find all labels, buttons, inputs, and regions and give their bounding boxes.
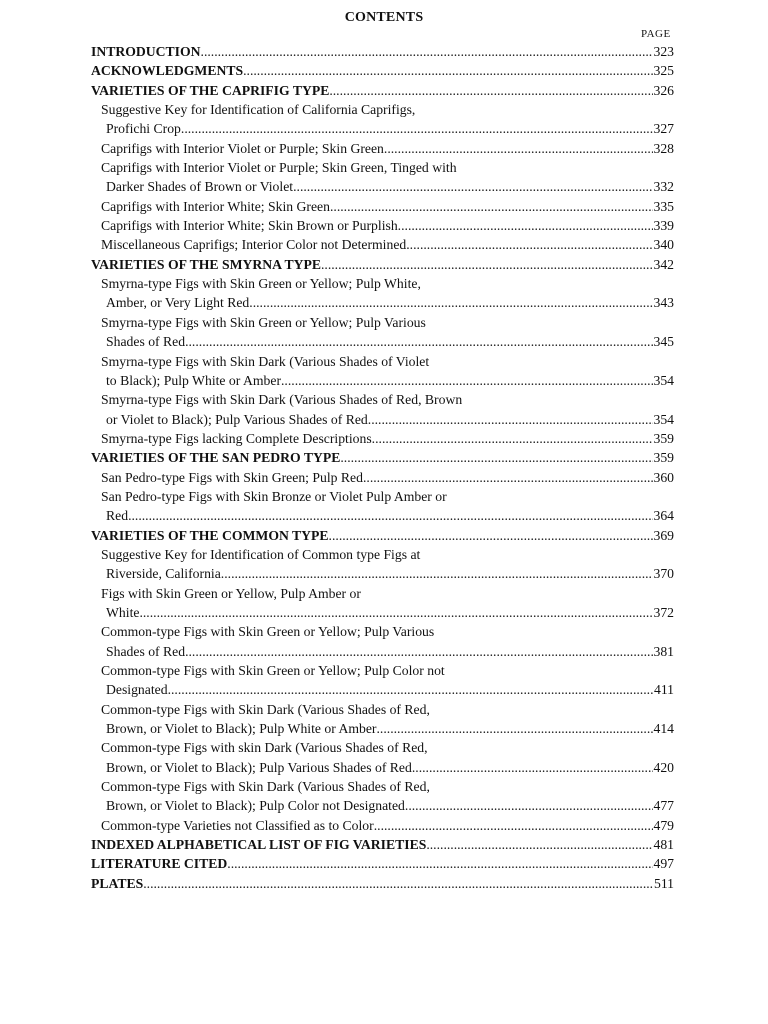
toc-page-number: 323 xyxy=(653,44,674,59)
toc-subentry xyxy=(91,313,674,332)
toc-subentry xyxy=(91,545,674,564)
dot-leader xyxy=(374,816,654,835)
toc-entry-title: Suggestive Key for Identification of California Caprifigs, xyxy=(101,102,416,118)
toc-subentry-continuation xyxy=(91,371,674,390)
toc-subentry xyxy=(91,700,674,719)
dot-leader xyxy=(377,719,654,738)
toc-subentry-continuation xyxy=(91,332,674,351)
toc-page-number: 345 xyxy=(653,334,674,350)
dot-leader xyxy=(398,216,654,235)
toc-section-entry xyxy=(91,874,674,893)
toc-page-number: 414 xyxy=(653,721,674,737)
toc-entry-title: Suggestive Key for Identification of Common type Figs at xyxy=(101,546,421,562)
toc-entry-title: Red xyxy=(106,508,129,524)
toc-page-number: 360 xyxy=(653,469,674,485)
toc-page-number: 332 xyxy=(653,179,674,195)
toc-subentry xyxy=(91,197,674,216)
toc-page-number: 342 xyxy=(653,256,674,272)
toc-entry-title: Shades of Red xyxy=(106,334,186,350)
toc-entry-title: Smyrna-type Figs with Skin Green or Yellow; Pulp White, xyxy=(101,276,421,292)
toc-entry-title: to Black); Pulp White or Amber xyxy=(106,372,281,388)
toc-subentry xyxy=(91,487,674,506)
toc-subentry-continuation xyxy=(91,564,674,583)
toc-subentry xyxy=(91,158,674,177)
toc-entry-title: Amber, or Very Light Red xyxy=(106,295,250,311)
toc-entry-title: Smyrna-type Figs lacking Complete Descriptions xyxy=(101,430,372,446)
toc-page-number: 328 xyxy=(653,140,674,156)
dot-leader xyxy=(185,332,653,351)
dot-leader xyxy=(185,642,653,661)
dot-leader xyxy=(321,255,654,274)
toc-subentry xyxy=(91,584,674,603)
toc-entry-title: or Violet to Black); Pulp Various Shades of Red xyxy=(106,411,368,427)
dot-leader xyxy=(168,680,654,699)
toc-section-entry xyxy=(91,42,674,61)
toc-page-number: 343 xyxy=(653,295,674,311)
toc-subentry-continuation xyxy=(91,293,674,312)
toc-entry-title: Caprifigs with Interior Violet or Purple; Skin Green, Tinged with xyxy=(101,160,457,176)
toc-page-number: 381 xyxy=(653,643,674,659)
toc-section-entry xyxy=(91,526,674,545)
toc-entry-title: INDEXED ALPHABETICAL LIST OF FIG VARIETIES xyxy=(91,837,427,853)
toc-page-number: 339 xyxy=(653,218,674,234)
toc-subentry-continuation xyxy=(91,119,674,138)
page-title: CONTENTS xyxy=(344,10,424,25)
toc-subentry-continuation xyxy=(91,796,674,815)
toc-page-number: 327 xyxy=(653,121,674,137)
dot-leader xyxy=(384,139,654,158)
toc-subentry xyxy=(91,622,674,641)
toc-subentry-continuation xyxy=(91,603,674,622)
toc-subentry xyxy=(91,216,674,235)
dot-leader xyxy=(243,61,653,80)
toc-subentry-continuation xyxy=(91,642,674,661)
toc-subentry xyxy=(91,738,674,757)
toc-page-number: 364 xyxy=(653,508,674,524)
toc-entry-title: Caprifigs with Interior Violet or Purple; Skin Green xyxy=(101,140,384,156)
toc-page-number: 420 xyxy=(653,759,674,775)
toc-entry-title: ACKNOWLEDGMENTS xyxy=(91,63,244,79)
toc-entry-title: LITERATURE CITED xyxy=(91,856,228,872)
toc-entry-title: Common-type Figs with Skin Green or Yellow; Pulp Color not xyxy=(101,663,445,678)
dot-leader xyxy=(281,371,653,390)
toc-page-number: 370 xyxy=(653,566,674,582)
toc-page-number: 511 xyxy=(653,875,674,891)
dot-leader xyxy=(406,235,653,254)
toc-entry-title: Common-type Figs with skin Dark (Various Shades of Red, xyxy=(101,740,428,756)
toc-subentry xyxy=(91,139,674,158)
dot-leader xyxy=(249,293,653,312)
toc-entry-title: Designated xyxy=(106,682,168,698)
dot-leader xyxy=(368,410,654,429)
toc-entry-title: Common-type Figs with Skin Green or Yellow; Pulp Various xyxy=(101,624,435,640)
toc-page-number: 359 xyxy=(653,450,674,466)
toc-section-entry xyxy=(91,835,674,854)
dot-leader xyxy=(363,468,654,487)
toc-entry-title: VARIETIES OF THE COMMON TYPE xyxy=(91,527,329,543)
toc-subentry xyxy=(91,352,674,371)
toc-section-entry xyxy=(91,61,674,80)
toc-entry-title: White xyxy=(106,604,140,620)
dot-leader xyxy=(181,119,654,138)
page-column-label: PAGE xyxy=(641,28,671,40)
toc-subentry xyxy=(91,235,674,254)
toc-entry-title: Figs with Skin Green or Yellow, Pulp Amber or xyxy=(101,585,361,601)
dot-leader xyxy=(372,429,654,448)
toc-section-entry xyxy=(91,448,674,467)
toc-page-number: 354 xyxy=(653,372,674,388)
toc-page-number: 481 xyxy=(653,837,674,853)
toc-entry-title: Smyrna-type Figs with Skin Dark (Various Shades of Violet xyxy=(101,353,430,369)
toc-entry-title: Brown, or Violet to Black); Pulp Various Shades of Red xyxy=(106,759,412,775)
toc-entry-title: INTRODUCTION xyxy=(91,44,201,59)
dot-leader xyxy=(426,835,653,854)
toc-entry-title: PLATES xyxy=(91,875,144,891)
dot-leader xyxy=(405,796,654,815)
toc-subentry-continuation xyxy=(91,177,674,196)
toc-section-entry xyxy=(91,81,674,100)
toc-page-number: 369 xyxy=(653,527,674,543)
dot-leader xyxy=(143,874,654,893)
dot-leader xyxy=(227,854,653,873)
toc-entry-title: Smyrna-type Figs with Skin Green or Yellow; Pulp Various xyxy=(101,314,426,330)
dot-leader xyxy=(201,42,654,61)
toc-subentry xyxy=(91,468,674,487)
toc-entry-title: Profichi Crop xyxy=(106,121,181,137)
toc-entry-title: Shades of Red xyxy=(106,643,186,659)
toc-section-entry xyxy=(91,255,674,274)
toc-page-number: 335 xyxy=(653,198,674,214)
toc-entry-title: Darker Shades of Brown or Violet xyxy=(106,179,294,195)
dot-leader xyxy=(221,564,654,583)
dot-leader xyxy=(139,603,653,622)
toc-entry-title: San Pedro-type Figs with Skin Green; Pulp Red xyxy=(101,469,363,485)
toc-section-entry xyxy=(91,854,674,873)
toc-entry-title: VARIETIES OF THE SMYRNA TYPE xyxy=(91,256,321,272)
toc-entry-title: Common-type Figs with Skin Dark (Various Shades of Red, xyxy=(101,701,430,717)
toc-subentry xyxy=(91,100,674,119)
toc-entry-title: VARIETIES OF THE CAPRIFIG TYPE xyxy=(91,82,330,98)
toc-subentry xyxy=(91,777,674,796)
toc-page-number: 325 xyxy=(653,63,674,79)
toc-page-number: 411 xyxy=(653,682,674,698)
dot-leader xyxy=(128,506,653,525)
toc-subentry xyxy=(91,816,674,835)
dot-leader xyxy=(293,177,653,196)
toc-subentry-continuation xyxy=(91,506,674,525)
toc-entry-title: San Pedro-type Figs with Skin Bronze or Violet Pulp Amber or xyxy=(101,488,447,504)
toc-subentry xyxy=(91,390,674,409)
toc-entry-title: Brown, or Violet to Black); Pulp White or Amber xyxy=(106,721,377,737)
toc-subentry-continuation xyxy=(91,410,674,429)
toc-subentry xyxy=(91,429,674,448)
toc-page-number: 340 xyxy=(653,237,674,253)
toc-page-number: 359 xyxy=(653,430,674,446)
toc-entry-title: Common-type Varieties not Classified as to Color xyxy=(101,817,374,833)
toc-subentry xyxy=(91,274,674,293)
table-of-contents xyxy=(91,42,674,893)
toc-entry-title: Caprifigs with Interior White; Skin Green xyxy=(101,198,330,214)
toc-page-number: 477 xyxy=(653,798,674,814)
toc-entry-title: Smyrna-type Figs with Skin Dark (Various Shades of Red, Brown xyxy=(101,392,463,408)
dot-leader xyxy=(329,526,654,545)
toc-page-number: 479 xyxy=(653,817,674,833)
toc-entry-title: Common-type Figs with Skin Dark (Various Shades of Red, xyxy=(101,779,430,795)
toc-entry-title: Riverside, California xyxy=(106,566,221,582)
toc-subentry-continuation xyxy=(91,719,674,738)
dot-leader xyxy=(340,448,653,467)
toc-subentry xyxy=(91,661,674,680)
toc-subentry-continuation xyxy=(91,680,674,699)
toc-entry-title: Caprifigs with Interior White; Skin Brown or Purplish xyxy=(101,218,398,234)
toc-entry-title: Brown, or Violet to Black); Pulp Color not Designated xyxy=(106,798,405,814)
toc-page-number: 326 xyxy=(653,82,674,98)
toc-page-number: 372 xyxy=(653,604,674,620)
toc-subentry-continuation xyxy=(91,758,674,777)
toc-page-number: 497 xyxy=(653,856,674,872)
dot-leader xyxy=(329,81,653,100)
toc-page-number: 354 xyxy=(653,411,674,427)
dot-leader xyxy=(412,758,654,777)
toc-entry-title: VARIETIES OF THE SAN PEDRO TYPE xyxy=(91,450,341,466)
dot-leader xyxy=(330,197,654,216)
toc-entry-title: Miscellaneous Caprifigs; Interior Color not Determined xyxy=(101,237,407,253)
